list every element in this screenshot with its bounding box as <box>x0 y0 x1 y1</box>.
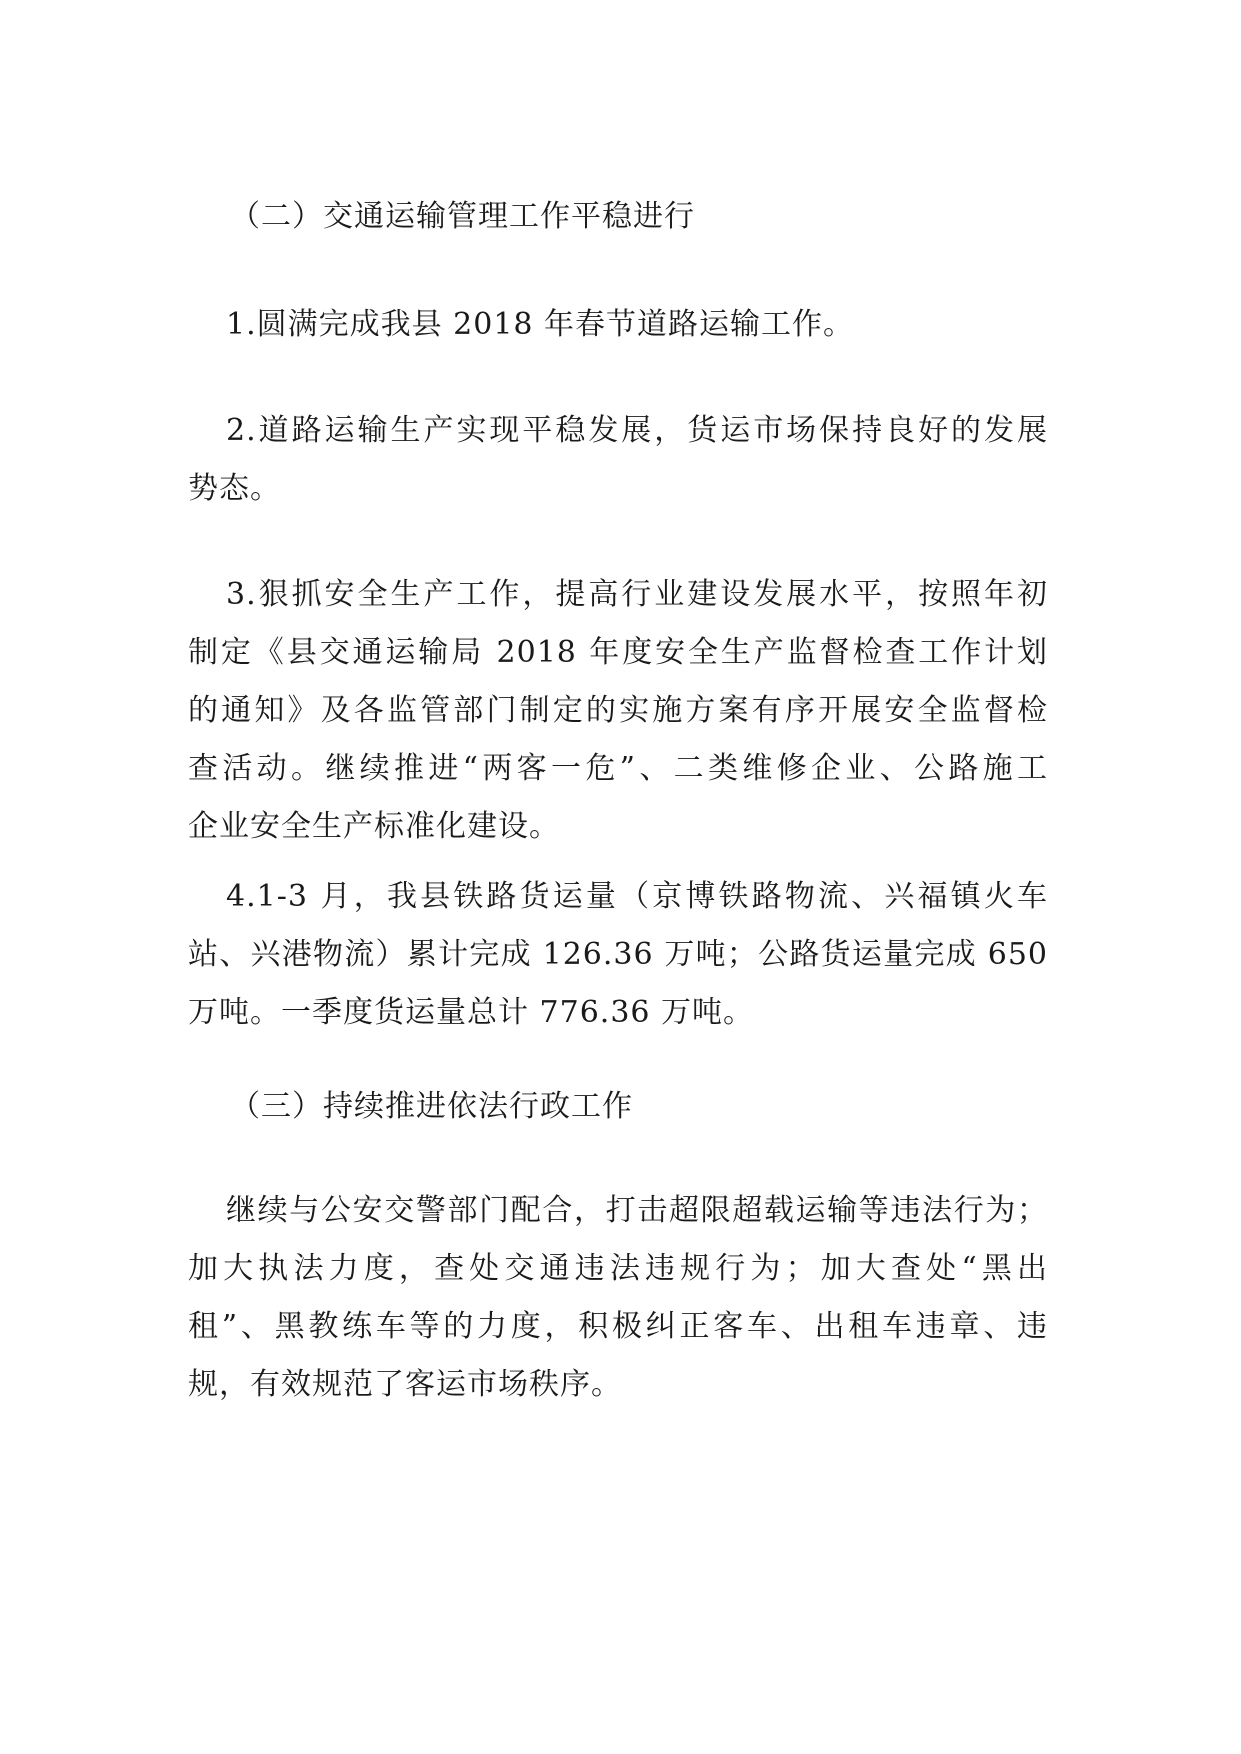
item-3-line-2: 制定《县交通运输局 2018 年度安全生产监督检查工作计划 <box>188 635 1048 670</box>
section-3-line-2: 加大执法力度，查处交通违法违规行为；加大查处“黑出 <box>188 1251 1048 1286</box>
section-3-line-3: 租”、黑教练车等的力度，积极纠正客车、出租车违章、违 <box>188 1309 1048 1344</box>
section-2-heading <box>188 188 1090 246</box>
item-3-line-4: 查活动。继续推进“两客一危”、二类维修企业、公路施工 <box>188 751 1048 786</box>
item-1-paragraph <box>188 296 1048 354</box>
item-2-line-1: 2.道路运输生产实现平稳发展，货运市场保持良好的发展 <box>226 413 1048 448</box>
item-4-line-2: 站、兴港物流）累计完成 126.36 万吨；公路货运量完成 650 <box>188 937 1048 972</box>
item-2-line-2: 势态。 <box>188 471 281 506</box>
item-3-line-1: 3.狠抓安全生产工作，提高行业建设发展水平，按照年初 <box>226 577 1048 612</box>
item-3-paragraph <box>188 566 1048 856</box>
item-4-line-1: 4.1-3 月，我县铁路货运量（京博铁路物流、兴福镇火车 <box>226 879 1048 914</box>
section-3-heading-text: （三）持续推进依法行政工作 <box>230 1089 633 1124</box>
section-3-paragraph <box>188 1182 1048 1414</box>
section-3-line-1: 继续与公安交警部门配合，打击超限超载运输等违法行为； <box>226 1193 1048 1228</box>
item-3-line-5: 企业安全生产标准化建设。 <box>188 809 560 844</box>
section-3-heading <box>188 1078 1090 1136</box>
section-2-heading-text: （二）交通运输管理工作平稳进行 <box>230 199 695 234</box>
section-3-line-4: 规，有效规范了客运市场秩序。 <box>188 1367 622 1402</box>
item-2-paragraph <box>188 402 1048 518</box>
item-3-line-3: 的通知》及各监管部门制定的实施方案有序开展安全监督检 <box>188 693 1048 728</box>
item-4-line-3: 万吨。一季度货运量总计 776.36 万吨。 <box>188 995 755 1030</box>
item-1-line-1: 1.圆满完成我县 2018 年春节道路运输工作。 <box>226 307 855 342</box>
item-4-paragraph <box>188 868 1048 1042</box>
